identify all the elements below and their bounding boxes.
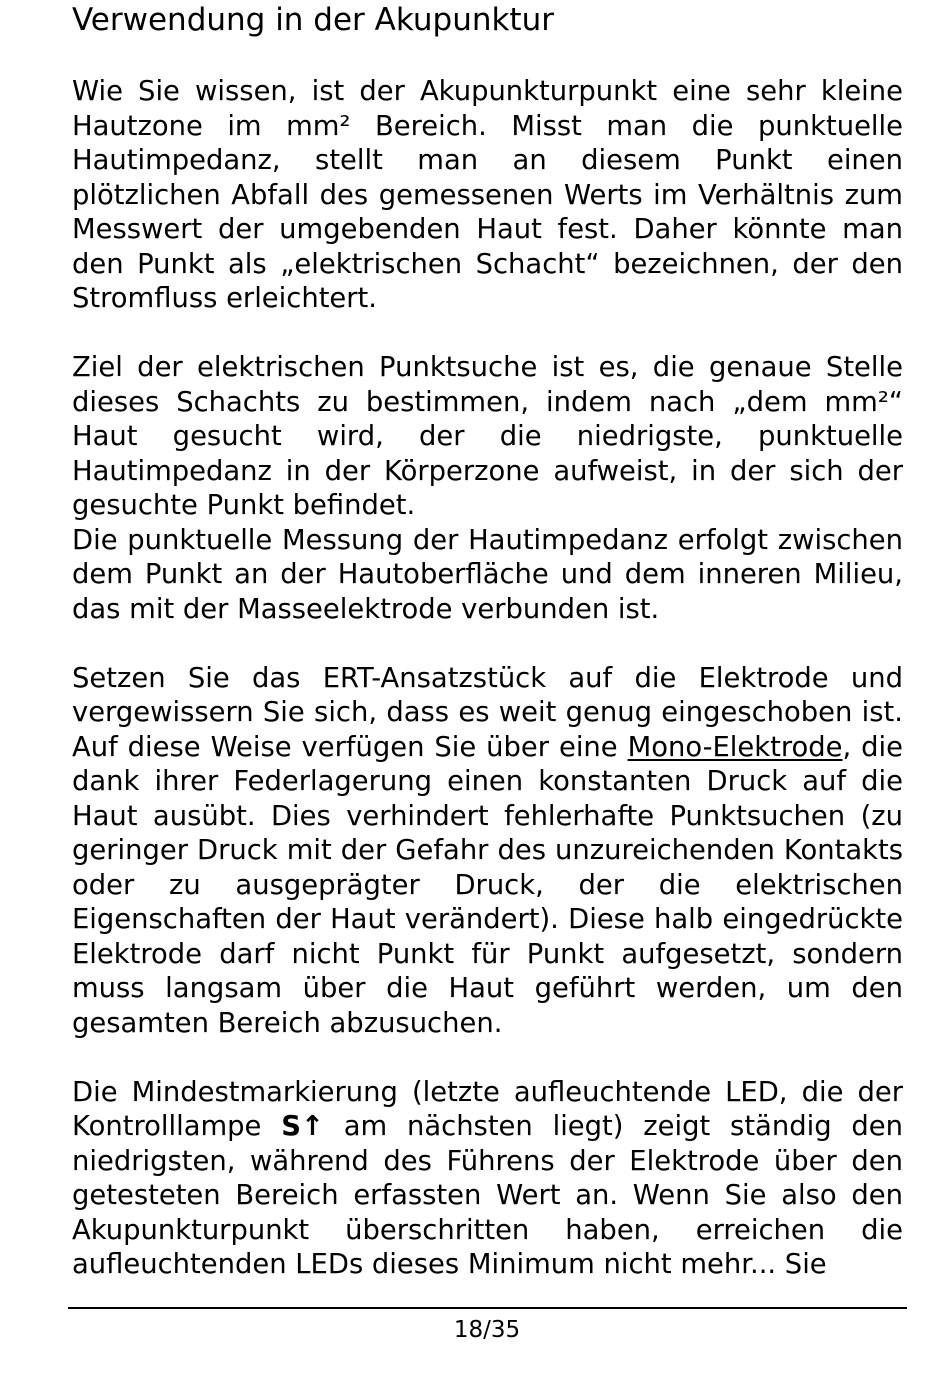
paragraph-ert-attachment <box>72 662 903 1042</box>
paragraph-gap <box>72 317 903 352</box>
paragraph-text: Die Mindestmarkierung (letzte aufleuchtende LED, die der Kontrolllampe <box>72 1076 903 1142</box>
body-text <box>72 75 903 1283</box>
paragraph-text: am nächsten liegt) zeigt ständig den niedrigsten, während des Führens der Elektrode über den getesteten Bereich erfassten Wert an. Wenn Sie also den Akupunkturpunkt überschritten haben, erreichen die aufleuchtenden LEDs dieses Minimum nicht mehr... Sie <box>72 1111 903 1280</box>
paragraph-point-search-goal: Ziel der elektrischen Punktsuche ist es, die genaue Stelle dieses Schachts zu bestimmen, indem nach „dem mm²“ Haut gesucht wird, der die niedrigste, punktuelle Hautimpedanz in der Körperzone aufweist, in der sich der gesuchte Punkt befindet. <box>72 352 903 521</box>
paragraph-text: Setzen Sie das ERT-Ansatzstück auf die Elektrode und vergewissern Sie sich, dass es weit genug eingeschoben ist. Auf diese Weise verfügen Sie über eine <box>72 662 903 763</box>
footer-divider <box>68 1307 907 1309</box>
section-heading: Verwendung in der Akupunktur <box>72 2 554 38</box>
paragraph-impedance-measurement: Die punktuelle Messung der Hautimpedanz erfolgt zwischen dem Punkt an der Hautoberfläche und dem inneren Milieu, das mit der Masseelektrode verbunden ist. <box>72 524 903 625</box>
mono-electrode-term: Mono-Elektrode <box>627 731 843 763</box>
paragraph-gap <box>72 1041 903 1076</box>
page-number: 18/35 <box>453 1317 521 1343</box>
s-arrow-indicator: S↑ <box>281 1111 324 1142</box>
paragraph-acupuncture-point: Wie Sie wissen, ist der Akupunkturpunkt eine sehr kleine Hautzone im mm² Bereich. Misst man die punktuelle Hautimpedanz, stellt man an diesem Punkt einen plötzlichen Abfall des gemessenen Werts im Verhältnis zum Messwert der umgebenden Haut fest. Daher könnte man den Punkt als „elektrischen Schacht“ bezeichnen, der den Stromfluss erleichtert. <box>72 76 903 314</box>
paragraph-minimum-marker <box>72 1076 903 1283</box>
paragraph-gap <box>72 627 903 662</box>
paragraph-text: , die dank ihrer Federlagerung einen konstanten Druck auf die Haut ausübt. Dies verhindert fehlerhafte Punktsuchen (zu geringer Druck mit der Gefahr des unzureichenden Kontakts oder zu ausgeprägter Druck, der die elektrischen Eigenschaften der Haut verändert). Diese halb eingedrückte Elektrode darf nicht Punkt für Punkt aufgesetzt, sondern muss langsam über die Haut geführt werden, um den gesamten Bereich abzusuchen. <box>72 731 903 1039</box>
